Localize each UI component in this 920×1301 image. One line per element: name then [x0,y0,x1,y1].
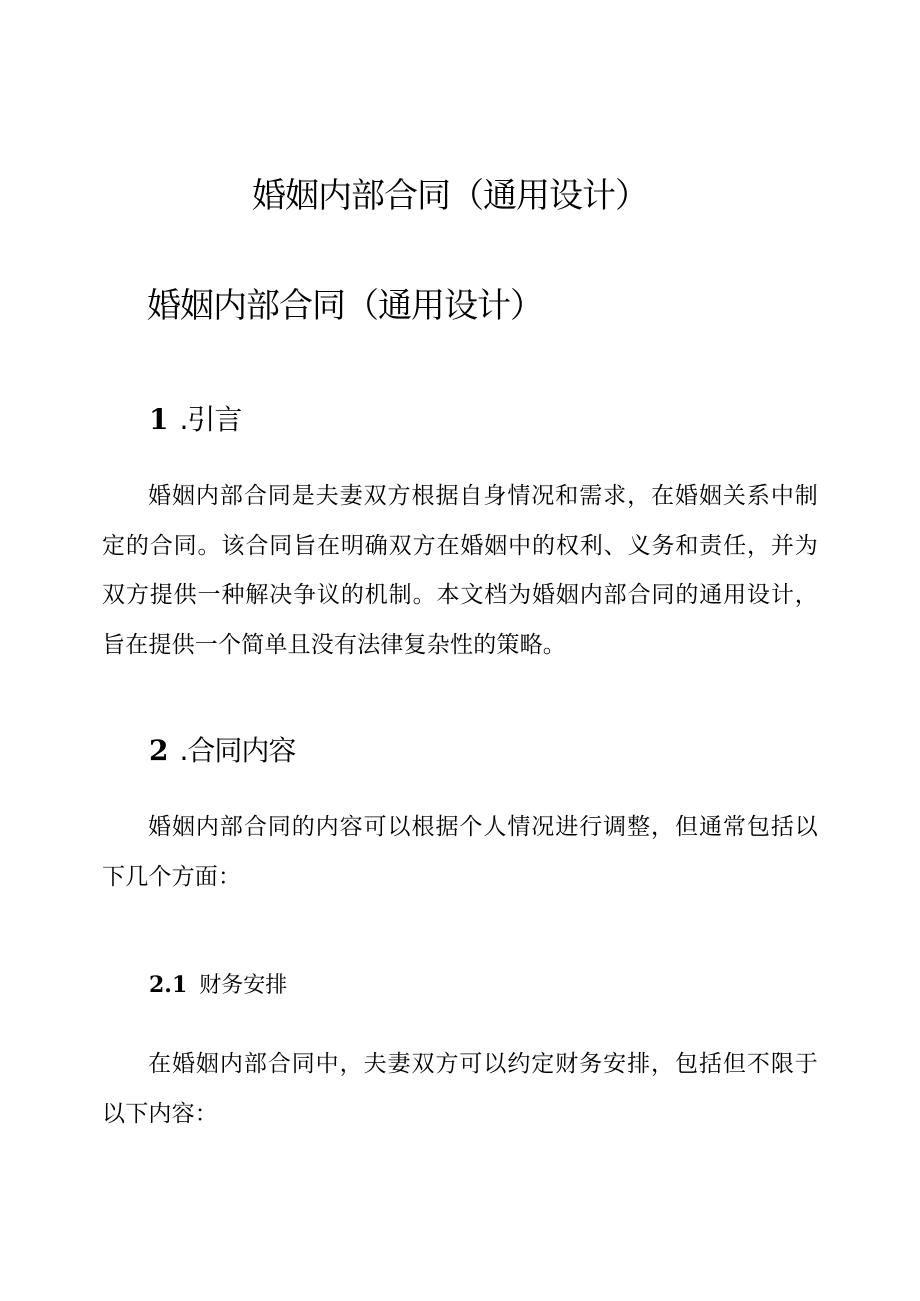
contract-content-paragraph: 婚姻内部合同的内容可以根据个人情况进行调整，但通常包括以下几个方面： [102,814,818,890]
document-title: 婚姻内部合同（通用设计） [252,176,648,216]
introduction-paragraph: 婚姻内部合同是夫妻双方根据自身情况和需求，在婚姻关系中制定的合同。该合同旨在明确双方在婚姻中的权利、义务和责任，并为双方提供一种解决争议的机制。本文档为婚姻内部合同的通用设计，旨在提供一个简单且没有法律复杂性的策略。 [102,483,818,658]
subsection-number: 2.1 [149,972,188,998]
document-subtitle: 婚姻内部合同（通用设计） [147,286,543,326]
section-heading-contract-content [149,731,295,771]
subsection-title: 财务安排 [199,973,288,998]
section-number: 2 [149,734,168,767]
section-title: .合同内容 [179,734,296,767]
subsection-heading-financial-arrangement [149,969,287,1002]
section-heading-introduction [149,400,241,440]
section-title: .引言 [179,403,242,436]
financial-arrangement-paragraph: 在婚姻内部合同中，夫妻双方可以约定财务安排，包括但不限于以下内容： [102,1051,818,1127]
section-number: 1 [149,403,168,436]
